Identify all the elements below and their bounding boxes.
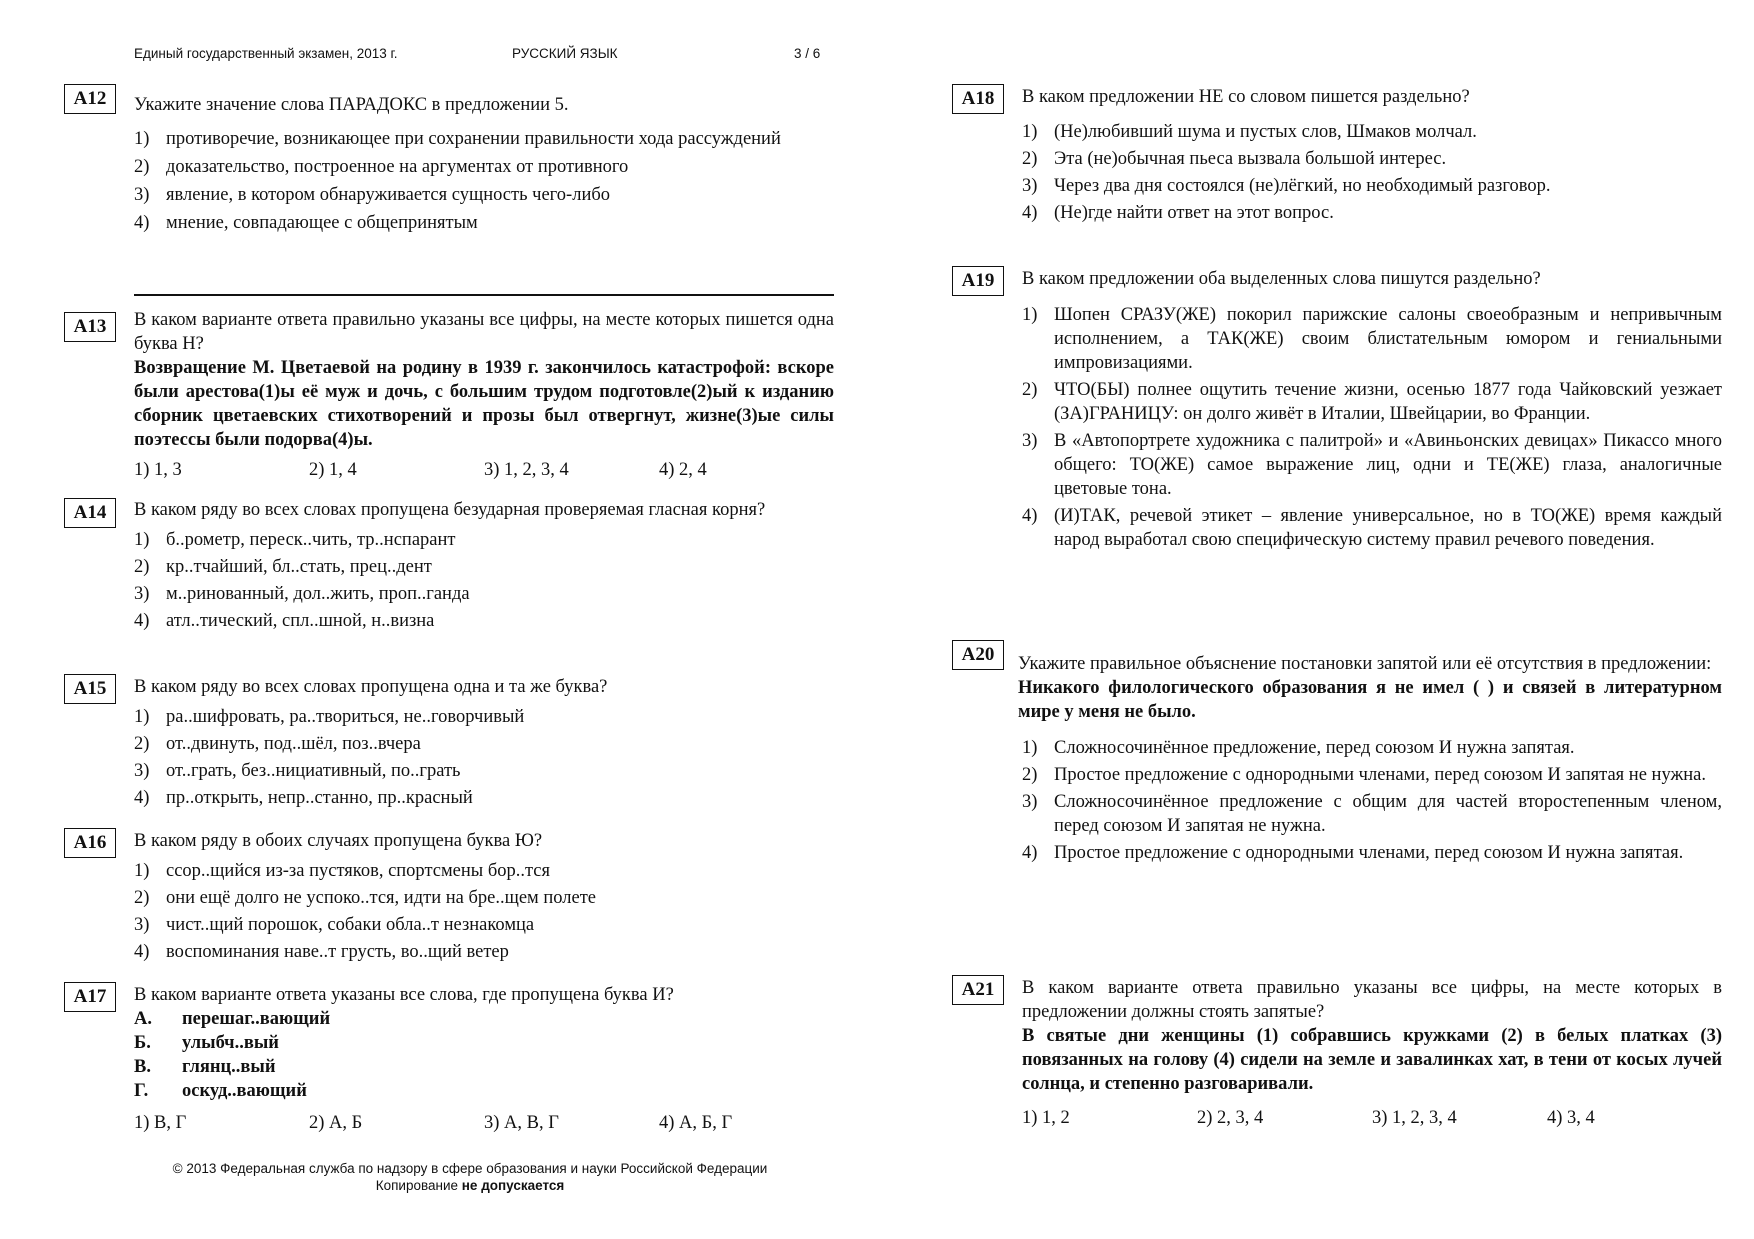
options-list [134,127,834,235]
option: 4) пр..открыть, непр..станно, пр..красный [134,788,473,808]
answer-option: 3) 1, 2, 3, 4 [1372,1108,1457,1128]
option: 2) Эта (не)обычная пьеса вызвала большой интерес. [1022,149,1447,169]
option: 4) атл..тический, спл..шной, н..визна [134,611,435,631]
task-sentence: Никакого филологического образования я не имел ( ) и связей в литературном мире у меня не было. [1018,678,1722,722]
option: 3) В «Автопортрете художника с палитрой» и «Авиньонских девицах» Пикассо много общего: ТО(ЖЕ) самое выражение лиц, одни и ТЕ(ЖЕ) глаза, аналогичные цветовые тона. [1022,431,1722,499]
answer-row [134,458,834,482]
option: 3) Сложносочинённое предложение с общим для частей второстепенным членом, перед союзом И запятая не нужна. [1022,792,1722,836]
answer-option: 4) 2, 4 [659,460,707,480]
answer-option: 3) 1, 2, 3, 4 [484,460,569,480]
task-label: A20 [952,640,1004,670]
option: 1) (Не)любивший шума и пустых слов, Шмаков молчал. [1022,122,1477,142]
option: 2) Простое предложение с однородными членами, перед союзом И запятая не нужна. [1022,765,1706,785]
task-label: A17 [64,982,116,1012]
task-question: В каком предложении оба выделенных слова пишутся раздельно? [1022,269,1541,289]
answer-option: 1) 1, 2 [1022,1108,1070,1128]
answer-option: 2) А, Б [309,1113,363,1133]
option: 1) ссор..щийся из-за пустяков, спортсмены бор..тся [134,861,551,881]
option: 4) (И)ТАК, речевой этикет – явление универсальное, но в ТО(ЖЕ) время каждый народ выработал свою специфическую систему правил речевого поведения. [1022,506,1722,550]
answer-option: 2) 2, 3, 4 [1197,1108,1264,1128]
options-list [1022,120,1722,225]
answer-row [1022,1106,1722,1130]
task-label: A15 [64,674,116,704]
word-item: Б. улыбч..вый [134,1033,279,1053]
task-label: A12 [64,84,116,114]
option: 1) Сложносочинённое предложение, перед союзом И нужна запятая. [1022,738,1575,758]
task-question: В каком варианте ответа правильно указаны все цифры, на месте которых пишется одна буква Н? [134,310,834,354]
task-question: В каком предложении НЕ со словом пишется раздельно? [1022,87,1470,107]
task-question: Укажите правильное объяснение постановки запятой или её отсутствия в предложении: [1018,654,1712,674]
answer-option: 1) 1, 3 [134,460,182,480]
copy-notice: Копирование не допускается [375,1178,565,1193]
task-a12 [64,84,834,235]
options-list [134,528,834,633]
task-label: A14 [64,498,116,528]
task-label: A19 [952,266,1004,296]
answer-option: 4) 3, 4 [1547,1108,1595,1128]
task-sentence: В святые дни женщины (1) собравшись кружками (2) в белых платках (3) повязанных на голову (4) сидели на земле и завалинках хат, в тени от косых лучей солнца, и степенно разговаривали. [1022,1026,1722,1094]
option: 3) Через два дня состоялся (не)лёгкий, но необходимый разговор. [1022,176,1551,196]
task-a15 [64,674,834,810]
option: 1) Шопен СРАЗУ(ЖЕ) покорил парижские салоны своеобразным и непривычным исполнением, а ТАК(ЖЕ) своим блистательным юмором и гениальными импровизациями. [1022,305,1722,373]
option: 1) ра..шифровать, ра..твориться, не..говорчивый [134,707,525,727]
option: 2) от..двинуть, под..шёл, поз..вчера [134,734,421,754]
option: 1) б..рометр, переск..чить, тр..нспарант [134,530,456,550]
option: 4) (Не)где найти ответ на этот вопрос. [1022,203,1334,223]
answer-option: 1) В, Г [134,1113,187,1133]
option: 3) явление, в котором обнаруживается сущность чего-либо [134,185,611,205]
task-a14 [64,498,834,633]
answer-option: 4) А, Б, Г [659,1113,733,1133]
copyright-line: © 2013 Федеральная служба по надзору в сфере образования и науки Российской Федерации [172,1161,768,1176]
option: 4) воспоминания наве..т грусть, во..щий ветер [134,942,509,962]
header-subject: РУССКИЙ ЯЗЫК [512,46,618,61]
task-a21 [952,975,1722,1130]
task-label: A18 [952,84,1004,114]
option: 2) кр..тчайший, бл..стать, прец..дент [134,557,432,577]
header-page: 3 / 6 [794,46,821,61]
option: 2) ЧТО(БЫ) полнее ощутить течение жизни, осенью 1877 года Чайковский уезжает (ЗА)ГРАНИЦУ: он долго живёт в Италии, Швейцарии, во Франции. [1022,380,1722,424]
right-column [952,0,1722,1239]
word-item: А. перешаг..вающий [134,1009,331,1029]
section-divider [134,294,834,296]
task-a16 [64,828,834,964]
copyright-footer [0,1160,940,1194]
option: 3) чист..щий порошок, собаки обла..т незнакомца [134,915,535,935]
task-label: A13 [64,312,116,342]
answer-option: 2) 1, 4 [309,460,357,480]
answer-row [134,1111,834,1135]
option: 4) мнение, совпадающее с общепринятым [134,213,478,233]
options-list [134,705,834,810]
task-a13 [64,308,834,482]
task-question: В каком ряду во всех словах пропущена одна и та же буква? [134,677,608,697]
option: 1) противоречие, возникающее при сохранении правильности хода рассуждений [134,129,781,149]
option: 2) доказательство, построенное на аргументах от противного [134,157,629,177]
task-question: В каком ряду в обоих случаях пропущена буква Ю? [134,831,543,851]
task-question: В каком варианте ответа правильно указаны все цифры, на месте которых в предложении должны стоять запятые? [1022,978,1722,1022]
task-sentence: Возвращение М. Цветаевой на родину в 1939 г. закончилось катастрофой: вскоре были арестова(1)ы её муж и дочь, с большим трудом подготовле(2)ый к изданию сборник цветаевских стихотворений и прозы был отвергнут, жизне(3)ые силы поэтессы были подорва(4)ы. [134,358,834,450]
options-list [134,859,834,964]
option: 3) от..грать, без..нициативный, по..грать [134,761,461,781]
task-question: В каком ряду во всех словах пропущена безударная проверяемая гласная корня? [134,500,766,520]
task-a20 [952,640,1722,865]
option: 4) Простое предложение с однородными членами, перед союзом И нужна запятая. [1022,843,1684,863]
left-column [64,0,834,1239]
header-exam: Единый государственный экзамен, 2013 г. [134,46,398,61]
task-question: Укажите значение слова ПАРАДОКС в предложении 5. [134,95,569,115]
task-a17 [64,982,834,1135]
option: 2) они ещё долго не успоко..тся, идти на бре..щем полете [134,888,597,908]
word-item: В. глянц..вый [134,1057,276,1077]
task-label: A21 [952,975,1004,1005]
task-a19 [952,266,1722,552]
answer-option: 3) А, В, Г [484,1113,559,1133]
options-list [1022,303,1722,552]
task-a18 [952,84,1722,225]
options-list [1022,736,1722,865]
word-list [134,1007,834,1103]
option: 3) м..ринованный, дол..жить, проп..ганда [134,584,470,604]
task-label: A16 [64,828,116,858]
word-item: Г. оскуд..вающий [134,1081,307,1101]
task-question: В каком варианте ответа указаны все слова, где пропущена буква И? [134,985,674,1005]
